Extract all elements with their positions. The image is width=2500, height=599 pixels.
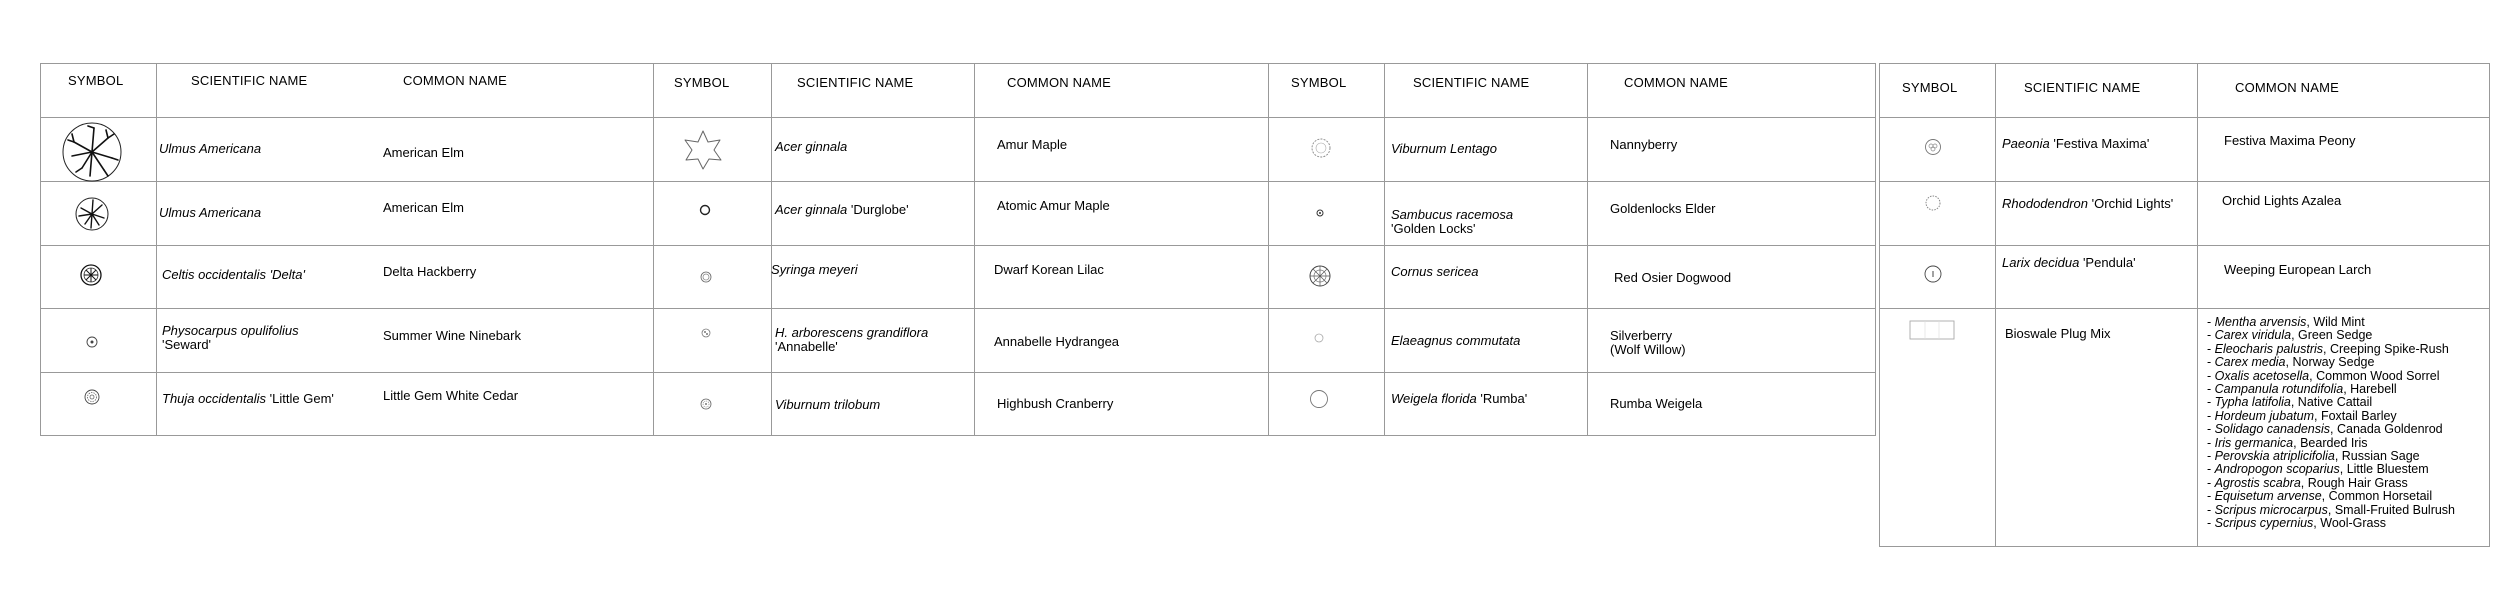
scientific-name: Ulmus Americana [159, 205, 262, 220]
common-name: Annabelle Hydrangea [994, 334, 1120, 349]
scientific-name [1391, 392, 1527, 406]
common-name: Atomic Amur Maple [997, 198, 1110, 213]
scientific-name-cultivar: 'Durglobe' [847, 202, 909, 217]
bioswale-species-item [2207, 423, 2455, 436]
common-name: American Elm [383, 200, 464, 215]
header-scientific-name: SCIENTIFIC NAME [2024, 80, 2141, 95]
separator: , [2313, 516, 2321, 531]
scientific-name-cultivar: 'Little Gem' [266, 391, 334, 406]
list-bullet: - [2207, 489, 2215, 504]
species-scientific-name: Andropogon scoparius [2214, 462, 2340, 477]
header-common-name: COMMON NAME [1624, 75, 1729, 90]
scientific-name-cultivar: 'Rumba' [1476, 391, 1528, 406]
species-common-name: Common Horsetail [2328, 489, 2433, 504]
scientific-name [775, 203, 909, 217]
species-scientific-name: Carex viridula [2214, 328, 2292, 343]
species-common-name: Wild Mint [2313, 315, 2365, 329]
separator: , [2300, 475, 2308, 490]
scientific-name [2002, 197, 2173, 211]
divider [2197, 63, 2198, 547]
list-bullet: - [2207, 341, 2215, 356]
divider [40, 181, 1876, 182]
common-name: Summer Wine Ninebark [383, 328, 521, 343]
scientific-name-cultivar: 'Golden Locks' [1391, 221, 1476, 236]
common-name: Orchid Lights Azalea [2222, 193, 2342, 208]
header-symbol: SYMBOL [68, 73, 124, 88]
bioswale-species-item [2207, 517, 2455, 530]
silverberry-shrub-icon [1314, 333, 1324, 343]
scientific-name: Ulmus Americana [159, 141, 262, 156]
divider [40, 117, 1876, 118]
species-scientific-name: Iris germanica [2214, 435, 2294, 450]
common-name: Weeping European Larch [2224, 262, 2372, 277]
divider [974, 63, 975, 436]
species-scientific-name: Mentha arvensis [2214, 315, 2307, 329]
scientific-name [2002, 137, 2149, 151]
scientific-name: Acer ginnala [775, 139, 848, 154]
separator: , [2290, 395, 2298, 410]
divider [1879, 181, 2490, 182]
bioswale-species-item [2207, 356, 2455, 369]
separator: , [2309, 368, 2317, 383]
small-elm-tree-icon [74, 196, 110, 232]
large-elm-tree-icon [60, 120, 124, 184]
species-common-name: Common Wood Sorrel [2316, 368, 2440, 383]
divider [771, 63, 772, 436]
species-scientific-name: Carex media [2214, 355, 2286, 370]
separator: , [2330, 422, 2337, 437]
bioswale-plug-icon [1909, 320, 1955, 340]
divider [40, 308, 1876, 309]
azalea-shrub-icon [1924, 194, 1942, 212]
common-name: Highbush Cranberry [997, 396, 1114, 411]
weigela-shrub-icon [1309, 389, 1329, 409]
divider [1268, 63, 1269, 436]
list-bullet: - [2207, 449, 2215, 464]
separator: , [2327, 502, 2335, 517]
species-scientific-name: Solidago canadensis [2214, 422, 2331, 437]
species-common-name: Creeping Spike-Rush [2329, 341, 2449, 356]
scientific-name: H. arborescens grandiflora [775, 325, 929, 340]
bioswale-species-item [2207, 396, 2455, 409]
list-bullet: - [2207, 328, 2215, 343]
scientific-name-genus: Larix decidua [2002, 255, 2080, 270]
header-scientific-name: SCIENTIFIC NAME [797, 75, 914, 90]
list-bullet: - [2207, 502, 2215, 517]
common-name: Little Gem White Cedar [383, 388, 519, 403]
header-common-name: COMMON NAME [1007, 75, 1112, 90]
bioswale-species-item [2207, 490, 2455, 503]
species-common-name: Rough Hair Grass [2307, 475, 2408, 490]
list-bullet: - [2207, 382, 2215, 397]
list-bullet: - [2207, 435, 2215, 450]
amur-maple-icon [682, 129, 724, 171]
list-bullet: - [2207, 368, 2215, 383]
scientific-name-genus: Paeonia [2002, 136, 2050, 151]
bioswale-species-item [2207, 410, 2455, 423]
scientific-name-genus: Acer ginnala [775, 202, 848, 217]
species-scientific-name: Scripus cypernius [2214, 516, 2314, 531]
separator: , [2306, 315, 2314, 329]
species-scientific-name: Oxalis acetosella [2214, 368, 2310, 383]
separator: , [2291, 328, 2299, 343]
bioswale-name: Bioswale Plug Mix [2005, 326, 2111, 341]
species-scientific-name: Perovskia atriplicifolia [2214, 449, 2335, 464]
common-name: Silverberry [1610, 328, 1673, 343]
bioswale-species-item [2207, 316, 2455, 329]
divider [1995, 63, 1996, 547]
scientific-name-cultivar: 'Festiva Maxima' [2049, 136, 2150, 151]
common-name: Delta Hackberry [383, 264, 477, 279]
list-bullet: - [2207, 422, 2215, 437]
scientific-name [2002, 256, 2136, 270]
header-symbol: SYMBOL [674, 75, 730, 90]
species-scientific-name: Equisetum arvense [2214, 489, 2322, 504]
separator: , [2293, 435, 2301, 450]
larch-tree-icon [1923, 264, 1943, 284]
species-common-name: Green Sedge [2298, 328, 2373, 343]
divider [156, 63, 157, 436]
scientific-name: Syringa meyeri [771, 262, 858, 277]
bioswale-species-item [2207, 463, 2455, 476]
common-name: Rumba Weigela [1610, 396, 1703, 411]
scientific-name: Viburnum Lentago [1391, 141, 1498, 156]
bioswale-species-list [2207, 316, 2455, 531]
divider [1384, 63, 1385, 436]
species-common-name: Small-Fruited Bulrush [2334, 502, 2456, 517]
species-scientific-name: Typha latifolia [2214, 395, 2291, 410]
bioswale-species-item [2207, 329, 2455, 342]
bioswale-species-item [2207, 383, 2455, 396]
header-common-name: COMMON NAME [403, 73, 508, 88]
dogwood-shrub-icon [1308, 264, 1332, 288]
separator: , [2343, 382, 2351, 397]
scientific-name: Cornus sericea [1391, 264, 1479, 279]
scientific-name: Celtis occidentalis 'Delta' [162, 267, 305, 282]
divider [1879, 245, 2490, 246]
species-scientific-name: Eleocharis palustris [2214, 341, 2324, 356]
list-bullet: - [2207, 516, 2215, 531]
species-common-name: Wool-Grass [2320, 516, 2387, 531]
species-common-name: Norway Sedge [2292, 355, 2375, 370]
scientific-name-genus: Thuja occidentalis [162, 391, 267, 406]
species-scientific-name: Hordeum jubatum [2214, 408, 2314, 423]
scientific-name: Elaeagnus commutata [1391, 333, 1521, 348]
divider [653, 63, 654, 436]
bioswale-species-item [2207, 343, 2455, 356]
species-common-name: Canada Goldenrod [2336, 422, 2443, 437]
common-name: Festiva Maxima Peony [2224, 133, 2356, 148]
scientific-name: Physocarpus opulifolius [162, 323, 299, 338]
separator: , [2323, 341, 2330, 356]
header-symbol: SYMBOL [1291, 75, 1347, 90]
divider [1879, 308, 2490, 309]
header-symbol: SYMBOL [1902, 80, 1958, 95]
cranberry-shrub-icon [700, 398, 712, 410]
hydrangea-shrub-icon [701, 328, 711, 338]
species-scientific-name: Scripus microcarpus [2214, 502, 2328, 517]
list-bullet: - [2207, 408, 2215, 423]
common-name-alt: (Wolf Willow) [1610, 342, 1686, 357]
species-scientific-name: Campanula rotundifolia [2214, 382, 2344, 397]
scientific-name-genus: Rhododendron [2002, 196, 2089, 211]
separator: , [2321, 489, 2329, 504]
scientific-name-cultivar: 'Seward' [162, 337, 212, 352]
separator: , [2339, 462, 2347, 477]
scientific-name [162, 392, 334, 406]
elder-shrub-icon [1316, 209, 1324, 217]
separator: , [2314, 408, 2321, 423]
scientific-name-cultivar: 'Orchid Lights' [2088, 196, 2174, 211]
species-common-name: Harebell [2350, 382, 2397, 397]
common-name: Goldenlocks Elder [1610, 201, 1716, 216]
scientific-name-cultivar: 'Annabelle' [775, 339, 838, 354]
ninebark-shrub-icon [86, 336, 98, 348]
plant-schedule-table-main [40, 63, 1876, 436]
bioswale-species-item [2207, 477, 2455, 490]
species-scientific-name: Agrostis scabra [2214, 475, 2301, 490]
bioswale-species-item [2207, 437, 2455, 450]
bioswale-species-item [2207, 450, 2455, 463]
atomic-maple-icon [699, 204, 711, 216]
divider [40, 372, 1876, 373]
peony-perennial-icon [1924, 138, 1942, 156]
common-name: American Elm [383, 145, 464, 160]
common-name: Dwarf Korean Lilac [994, 262, 1104, 277]
list-bullet: - [2207, 315, 2215, 329]
nannyberry-shrub-icon [1310, 137, 1332, 159]
scientific-name: Viburnum trilobum [775, 397, 881, 412]
divider [1879, 117, 2490, 118]
header-common-name: COMMON NAME [2235, 80, 2340, 95]
cedar-shrub-icon [84, 389, 100, 405]
common-name: Amur Maple [997, 137, 1068, 152]
common-name: Red Osier Dogwood [1614, 270, 1732, 285]
scientific-name-genus: Weigela florida [1391, 391, 1477, 406]
bioswale-species-item [2207, 370, 2455, 383]
divider [40, 245, 1876, 246]
list-bullet: - [2207, 355, 2215, 370]
common-name: Nannyberry [1610, 137, 1678, 152]
header-scientific-name: SCIENTIFIC NAME [191, 73, 308, 88]
list-bullet: - [2207, 475, 2215, 490]
separator: , [2285, 355, 2293, 370]
species-common-name: Foxtail Barley [2320, 408, 2397, 423]
lilac-shrub-icon [700, 271, 712, 283]
species-common-name: Russian Sage [2341, 449, 2420, 464]
hackberry-tree-icon [79, 263, 103, 287]
separator: , [2334, 449, 2342, 464]
divider [1587, 63, 1588, 436]
species-common-name: Little Bluestem [2346, 462, 2429, 477]
scientific-name-cultivar: 'Pendula' [2079, 255, 2136, 270]
header-scientific-name: SCIENTIFIC NAME [1413, 75, 1530, 90]
list-bullet: - [2207, 395, 2215, 410]
species-common-name: Bearded Iris [2300, 435, 2368, 450]
bioswale-species-item [2207, 504, 2455, 517]
species-common-name: Native Cattail [2297, 395, 2373, 410]
scientific-name: Sambucus racemosa [1391, 207, 1514, 222]
list-bullet: - [2207, 462, 2215, 477]
